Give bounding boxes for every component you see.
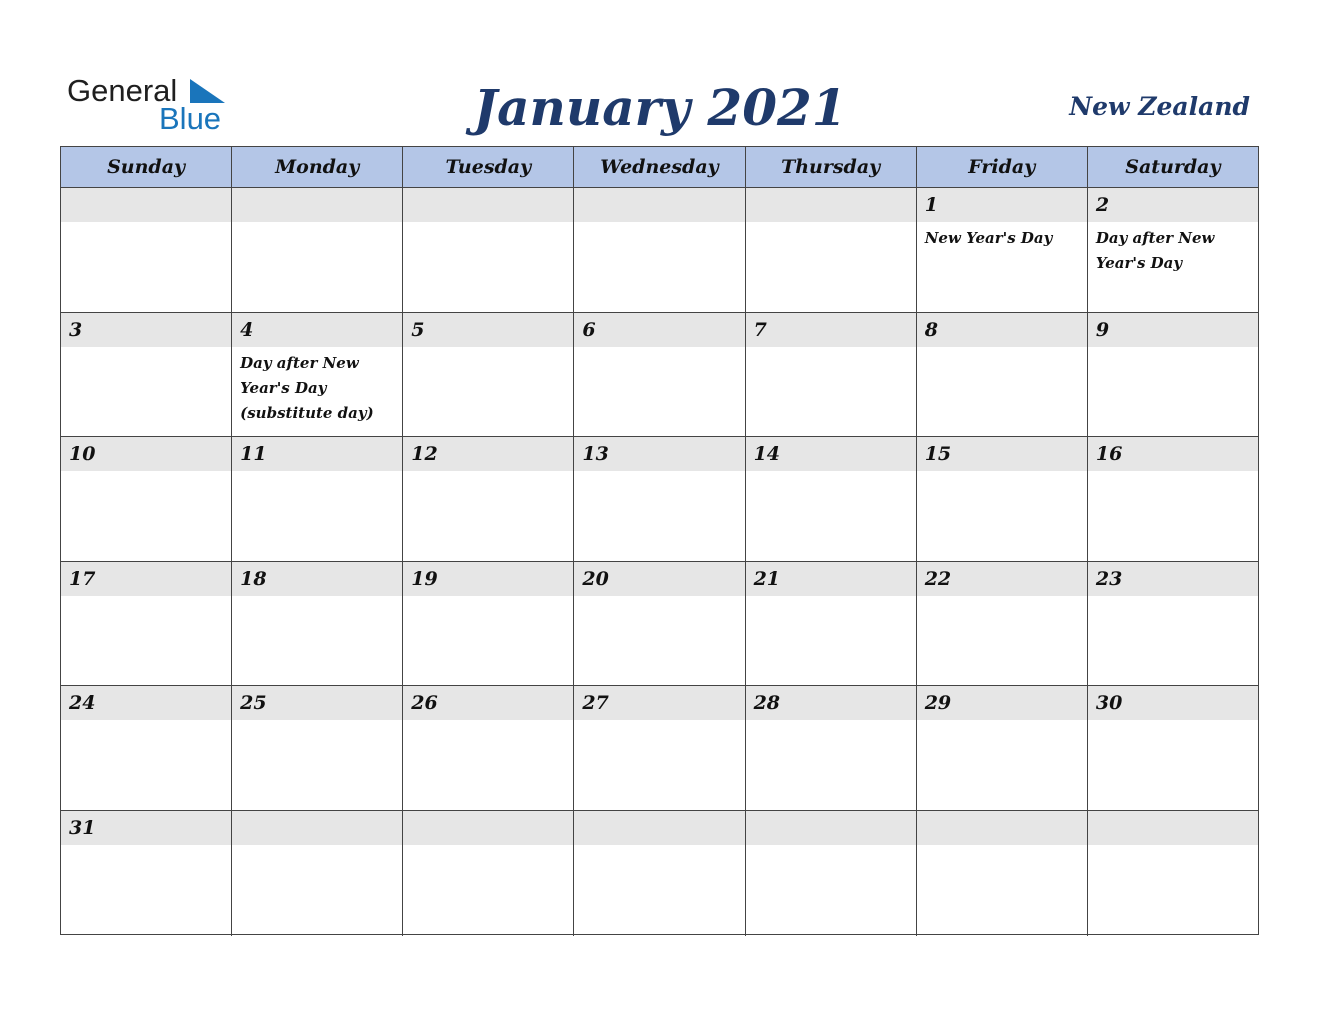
day-number: 14	[753, 443, 781, 466]
day-cell	[1088, 562, 1258, 686]
day-number: 10	[69, 443, 96, 466]
day-number: 9	[1095, 318, 1110, 341]
day-cell	[403, 437, 574, 561]
day-cell	[403, 811, 574, 936]
day-number: 20	[582, 567, 609, 590]
day-number: 18	[240, 567, 267, 590]
day-number: 23	[1095, 567, 1123, 590]
day-cell	[574, 686, 745, 810]
weekday-header-sunday: Sunday	[61, 147, 232, 187]
weekday-header-friday: Friday	[917, 147, 1088, 187]
day-number: 15	[924, 443, 952, 466]
day-number: 19	[411, 567, 438, 590]
day-cell	[61, 313, 232, 437]
day-number-band	[1088, 313, 1258, 347]
day-number: 22	[924, 567, 952, 590]
day-number: 21	[753, 567, 781, 590]
day-number-band	[61, 313, 231, 347]
page-title: January 2021	[473, 78, 847, 137]
day-cell	[403, 188, 574, 312]
day-cell	[61, 437, 232, 561]
logo-word-general: General	[67, 73, 178, 108]
day-number-band	[574, 811, 744, 845]
day-cell	[232, 437, 403, 561]
day-cell	[746, 313, 917, 437]
day-cell	[574, 313, 745, 437]
country-label: New Zealand	[1069, 92, 1250, 121]
week-row	[61, 313, 1258, 438]
week-row	[61, 811, 1258, 936]
day-number-band	[746, 811, 916, 845]
calendar-grid	[60, 146, 1259, 935]
day-number: 28	[753, 692, 781, 715]
day-number-band	[1088, 188, 1258, 222]
day-cell	[917, 811, 1088, 936]
day-number: 25	[240, 692, 267, 715]
day-cell	[574, 811, 745, 936]
day-number: 30	[1095, 692, 1123, 715]
day-cell	[232, 313, 403, 437]
day-cell	[232, 686, 403, 810]
day-cell	[232, 562, 403, 686]
day-number: 13	[582, 443, 609, 466]
day-cell	[1088, 811, 1258, 936]
day-cell	[61, 188, 232, 312]
day-number-band	[232, 811, 402, 845]
day-cell	[232, 188, 403, 312]
day-number: 24	[69, 692, 96, 715]
week-row	[61, 437, 1258, 562]
day-cell	[61, 811, 232, 936]
day-number: 2	[1095, 194, 1110, 216]
day-number: 5	[411, 318, 425, 341]
day-number-band	[61, 188, 231, 222]
weekday-header-thursday: Thursday	[746, 147, 917, 187]
week-row	[61, 188, 1258, 313]
day-cell	[61, 686, 232, 810]
day-number-band	[232, 313, 402, 347]
day-cell	[746, 188, 917, 312]
weekday-header-wednesday: Wednesday	[574, 147, 745, 187]
day-cell	[403, 313, 574, 437]
holiday-label: New Year's Day	[924, 229, 1053, 247]
day-cell	[917, 562, 1088, 686]
day-cell	[1088, 686, 1258, 810]
holiday-label: Day after New Year's Day	[1095, 229, 1215, 272]
day-cell	[746, 562, 917, 686]
weekday-header-tuesday: Tuesday	[403, 147, 574, 187]
day-cell	[61, 562, 232, 686]
day-number-band	[574, 188, 744, 222]
week-row	[61, 562, 1258, 687]
day-cell	[403, 686, 574, 810]
day-cell	[574, 437, 745, 561]
day-number: 27	[582, 692, 609, 715]
day-number-band	[403, 313, 573, 347]
day-number-band	[403, 188, 573, 222]
holiday-label: Day after New Year's Day (substitute day)	[240, 353, 374, 422]
day-number: 3	[69, 318, 83, 341]
day-number: 8	[924, 318, 938, 341]
day-number: 17	[69, 567, 96, 590]
day-number: 6	[582, 318, 596, 341]
day-number: 11	[240, 443, 267, 466]
day-cell	[917, 686, 1088, 810]
day-number-band	[403, 811, 573, 845]
day-number: 1	[924, 194, 938, 216]
day-cell	[917, 313, 1088, 437]
day-number: 7	[753, 318, 767, 341]
day-number: 12	[411, 443, 438, 466]
weekday-header-saturday: Saturday	[1125, 156, 1221, 178]
logo-word-blue: Blue	[159, 101, 222, 136]
day-number: 31	[69, 817, 96, 839]
day-number: 26	[411, 692, 438, 715]
day-cell	[746, 437, 917, 561]
day-cell	[746, 686, 917, 810]
day-cell	[917, 188, 1088, 312]
day-number-band	[746, 188, 916, 222]
day-number-band	[917, 313, 1087, 347]
day-cell	[403, 562, 574, 686]
day-number-band	[746, 313, 916, 347]
day-cell	[574, 562, 745, 686]
day-cell	[1088, 188, 1258, 312]
day-number-band	[232, 188, 402, 222]
week-row	[61, 686, 1258, 811]
day-number: 16	[1095, 443, 1123, 466]
day-cell	[232, 811, 403, 936]
day-cell	[1088, 313, 1258, 437]
day-number: 4	[240, 318, 254, 341]
day-number-band	[1088, 811, 1258, 845]
day-number: 29	[924, 692, 952, 715]
day-number-band	[574, 313, 744, 347]
day-number-band	[917, 188, 1087, 222]
day-cell	[917, 437, 1088, 561]
day-number-band	[917, 811, 1087, 845]
day-cell	[1088, 437, 1258, 561]
day-cell	[574, 188, 745, 312]
weekday-header-monday: Monday	[232, 147, 403, 187]
weekday-header-row	[61, 147, 1258, 188]
day-cell	[746, 811, 917, 936]
